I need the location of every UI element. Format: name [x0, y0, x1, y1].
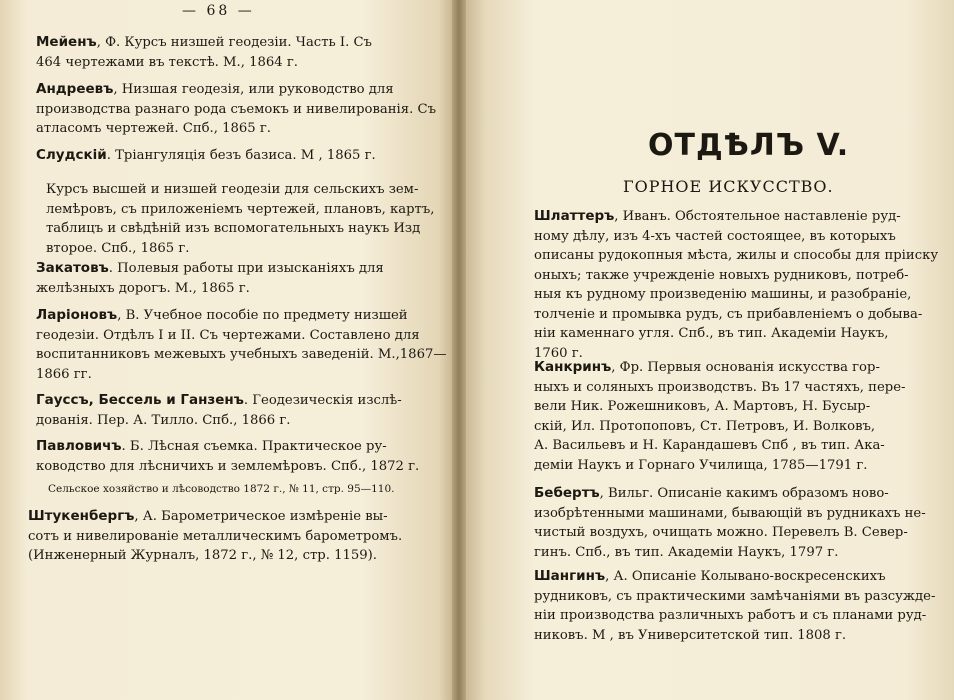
entry-text: . Геодезическія изслѣ- [243, 393, 402, 408]
bibliography-entry [36, 437, 420, 476]
bibliography-entry [36, 146, 400, 166]
entry-text: , В. Учебное пособіе по предмету низшей [117, 308, 408, 323]
entry-author: Андреевъ [36, 81, 114, 97]
entry-text: дованія. Пер. А. Тилло. Спб., 1866 г. [36, 412, 291, 428]
entry-author: Павловичъ [36, 438, 122, 454]
entry-text: рудниковъ, съ практическими замѣчаніями въ разсужде- [534, 588, 936, 604]
entry-text: геодезіи. Отдѣлъ I и II. Съ чертежами. Составлено для [36, 327, 420, 343]
entry-text: . Полевыя работы при изысканіяхъ для [108, 261, 384, 276]
entry-text: ніи производства различныхъ работъ и съ планами руд- [534, 608, 927, 623]
entry-text: сотъ и нивелированіе металлическимъ барометромъ. [28, 528, 403, 544]
entry-text: таблицъ и свѣдѣній изъ вспомогательныхъ наукъ Изд [46, 221, 421, 236]
entry-text: , Вильг. Описаніе какимъ образомъ ново- [599, 486, 889, 501]
entry-text: , Низшая геодезія, или руководство для [113, 82, 394, 97]
bibliography-entry [36, 33, 400, 72]
entry-text: скій, Ил. Протопоповъ, Ст. Петровъ, И. Волковъ, [534, 418, 876, 434]
entry-text: , А. Описаніе Колывано-воскресенскихъ [605, 569, 886, 584]
entry-text: , Иванъ. Обстоятельное наставленіе руд- [614, 209, 901, 224]
entry-author: Канкринъ [534, 359, 612, 375]
bibliography-entry [534, 567, 936, 645]
bibliography-entry [46, 180, 435, 258]
entry-text: оныхъ; также учрежденіе новыхъ рудниковъ, потреб- [534, 267, 909, 283]
bibliography-entry [36, 259, 400, 298]
entry-text: чистый воздухъ, очищать можно. Перевелъ В. Север- [534, 525, 908, 540]
entry-text: деміи Наукъ и Горнаго Училища, 1785—1791 г. [534, 457, 868, 473]
entry-text: вели Ник. Рожешниковъ, А. Мартовъ, Н. Бусыр- [534, 399, 871, 414]
bibliography-entry [36, 306, 447, 384]
entry-text: ныхъ и соляныхъ производствъ. Въ 17 частяхъ, пере- [534, 379, 906, 395]
entry-text: ніи каменнаго угля. Спб., въ тип. Академіи Наукъ, [534, 326, 889, 341]
entry-author: Закатовъ [36, 260, 109, 276]
bibliography-entry [28, 507, 403, 566]
entry-text: производства разнаго рода съемокъ и нивелированія. Съ [36, 101, 436, 117]
bibliography-entry [534, 484, 926, 562]
entry-text: , Фр. Первыя основанія искусства гор- [611, 360, 880, 375]
entry-text: второе. Спб., 1865 г. [46, 240, 190, 256]
entry-text: ководство для лѣсничихъ и землемѣровъ. Спб., 1872 г. [36, 458, 420, 474]
entry-author: Ларіоновъ [36, 307, 118, 323]
entry-text: (Инженерный Журналъ, 1872 г., № 12, стр. 1159). [28, 548, 377, 563]
footnote: Сельское хозяйство и лѣсоводство 1872 г., № 11, стр. 95—110. [48, 483, 395, 495]
bibliography-entry [36, 391, 400, 430]
entry-author: Шангинъ [534, 568, 606, 584]
entry-text: лемѣровъ, съ приложеніемъ чертежей, плановъ, картъ, [46, 201, 435, 217]
entry-author: Мейенъ [36, 34, 97, 50]
bibliography-entry [36, 80, 436, 139]
page-number: — 68 — [182, 3, 255, 19]
entry-text: А. Васильевъ и Н. Карандашевъ Спб , въ тип. Ака- [534, 438, 885, 453]
entry-text: толченіе и промывка рудъ, съ прибавленіемъ о добыва- [534, 306, 923, 322]
entry-author: Гауссъ, Бессель и Ганзенъ [36, 392, 244, 408]
entry-text: 1866 гг. [36, 366, 92, 382]
entry-text: описаны рудокопныя мѣста, жилы и способы для пріиску [534, 248, 939, 263]
entry-text: никовъ. М , въ Университетской тип. 1808 г. [534, 627, 847, 643]
entry-text: , Ф. Курсъ низшей геодезіи. Часть I. Съ [96, 35, 372, 50]
entry-text: . Тріангуляція безъ базиса. М , 1865 г. [106, 148, 376, 163]
entry-text: изобрѣтенными машинами, бывающій въ рудникахъ не- [534, 505, 926, 521]
entry-text: . Б. Лѣсная съемка. Практическое ру- [121, 439, 387, 454]
entry-text: гинъ. Спб., въ тип. Академіи Наукъ, 1797 г. [534, 544, 839, 560]
entry-text: атласомъ чертежей. Спб., 1865 г. [36, 121, 271, 136]
entry-text: Курсъ высшей и низшей геодезіи для сельскихъ зем- [46, 182, 419, 197]
section-title: ОТДѢЛЪ V. [648, 128, 850, 163]
bibliography-entry [534, 358, 918, 475]
entry-text: ному дѣлу, изъ 4-хъ частей состоящее, въ которыхъ [534, 228, 896, 244]
entry-author: Бебертъ [534, 485, 600, 501]
entry-text: ныя къ рудному произведенію машины, и разобраніе, [534, 287, 912, 302]
entry-text: , А. Барометрическое измѣреніе вы- [134, 509, 388, 524]
entry-author: Штукенбергъ [28, 508, 135, 524]
section-subtitle: ГОРНОЕ ИСКУССТВО. [623, 177, 834, 196]
entry-author: Шлаттеръ [534, 208, 615, 224]
book-gutter [452, 0, 466, 700]
entry-text: желѣзныхъ дорогъ. М., 1865 г. [36, 280, 250, 296]
entry-text: 1760 г. [534, 345, 583, 361]
entry-author: Слудскій [36, 147, 107, 163]
bibliography-entry [534, 207, 939, 363]
entry-text: воспитанниковъ межевыхъ учебныхъ заведеній. М.,1867— [36, 347, 447, 362]
entry-text: 464 чертежами въ текстѣ. М., 1864 г. [36, 54, 298, 70]
